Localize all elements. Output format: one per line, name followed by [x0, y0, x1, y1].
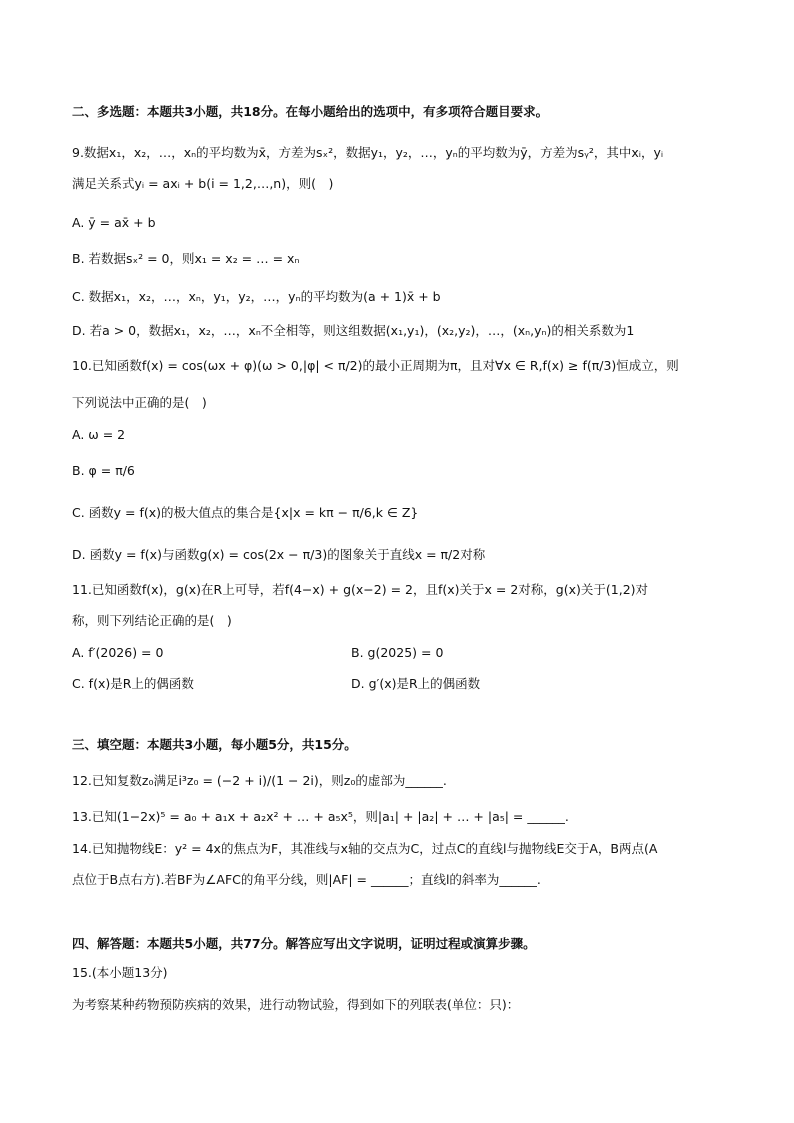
question-13: 13.已知(1−2x)⁵ = a₀ + a₁x + a₂x² + … + a₅x⁵，则|a₁| + |a₂| + … + |a₅| = ______. [72, 809, 569, 824]
section-fill-in-header: 三、填空题：本题共3小题，每小题5分，共15分。 [72, 737, 357, 752]
section-solution-header: 四、解答题：本题共5小题，共77分。解答应写出文字说明，证明过程或演算步骤。 [72, 936, 536, 951]
question-10-option-a: A. ω = 2 [72, 427, 126, 442]
question-10-option-b: B. φ = π/6 [72, 463, 135, 478]
question-9-option-b: B. 若数据sₓ² = 0，则x₁ = x₂ = … = xₙ [72, 251, 300, 266]
question-9-option-a: A. ȳ = ax̄ + b [72, 215, 156, 230]
question-10-option-d: D. 函数y = f(x)与函数g(x) = cos(2x − π/3)的图象关于直线x = π/2对称 [72, 547, 486, 562]
question-11-stem-line-1: 11.已知函数f(x)，g(x)在R上可导，若f(4−x) + g(x−2) = 2，且f(x)关于x = 2对称，g(x)关于(1,2)对 [72, 582, 649, 597]
question-15-text: 为考察某种药物预防疾病的效果，进行动物试验，得到如下的列联表(单位：只)： [72, 997, 520, 1012]
question-9-option-d: D. 若a > 0，数据x₁，x₂，…，xₙ不全相等，则这组数据(x₁,y₁)，(x₂,y₂)，…，(xₙ,yₙ)的相关系数为1 [72, 323, 635, 338]
question-10-stem-line-2: 下列说法中正确的是( ) [72, 395, 207, 410]
question-10-stem-line-1: 10.已知函数f(x) = cos(ωx + φ)(ω > 0,|φ| < π/2)的最小正周期为π，且对∀x ∈ R,f(x) ≥ f(π/3)恒成立，则 [72, 358, 679, 373]
question-12: 12.已知复数z₀满足i³z₀ = (−2 + i)/(1 − 2i)，则z₀的虚部为______. [72, 773, 447, 788]
question-9-stem-line-2: 满足关系式yᵢ = axᵢ + b(i = 1,2,…,n)，则( ) [72, 176, 334, 191]
question-11-option-b: B. g(2025) = 0 [351, 645, 444, 660]
question-10-option-c: C. 函数y = f(x)的极大值点的集合是{x|x = kπ − π/6,k ∈ Z} [72, 505, 419, 520]
question-9-stem-line-1: 9.数据x₁，x₂，…，xₙ的平均数为x̄，方差为sₓ²，数据y₁，y₂，…，yₙ的平均数为ȳ，方差为sᵧ²，其中xᵢ，yᵢ [72, 145, 664, 160]
question-14-line-2: 点位于B点右方).若BF为∠AFC的角平分线，则|AF| = ______；直线l的斜率为______. [72, 872, 541, 887]
question-11-stem-line-2: 称，则下列结论正确的是( ) [72, 613, 232, 628]
question-11-option-c: C. f(x)是R上的偶函数 [72, 676, 194, 691]
question-11-option-d: D. g′(x)是R上的偶函数 [351, 676, 481, 691]
question-14-line-1: 14.已知抛物线E：y² = 4x的焦点为F，其准线与x轴的交点为C，过点C的直线l与抛物线E交于A，B两点(A [72, 841, 658, 856]
question-11-option-a: A. f′(2026) = 0 [72, 645, 164, 660]
section-multiple-choice-header: 二、多选题：本题共3小题，共18分。在每小题给出的选项中，有多项符合题目要求。 [72, 104, 549, 119]
question-9-option-c: C. 数据x₁，x₂，…，xₙ，y₁，y₂，…，yₙ的平均数为(a + 1)x̄ + b [72, 289, 441, 304]
question-15-title: 15.(本小题13分) [72, 965, 168, 980]
